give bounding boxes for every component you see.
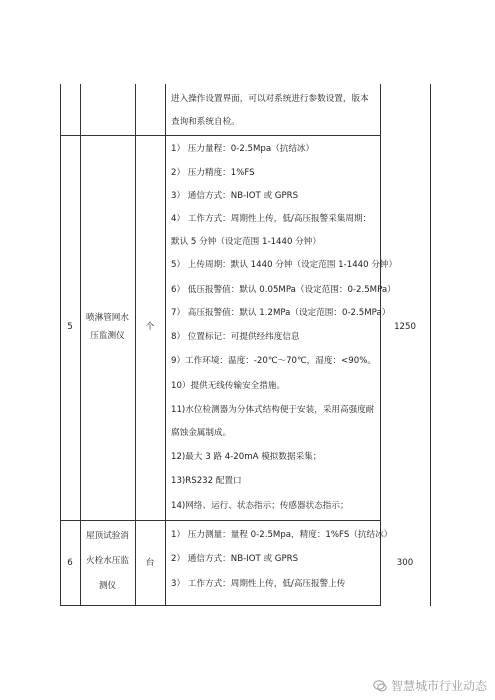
spec-line: 3） 通信方式：NB-IOT 或 GPRS <box>171 191 299 201</box>
unit-label: 台 <box>145 558 155 568</box>
unit-label: 个 <box>145 322 155 332</box>
spec-line: 10）提供无线传输安全措施。 <box>171 381 286 391</box>
item-name-line: 压监测仪 <box>90 331 125 341</box>
wechat-bubble-icon <box>373 679 387 693</box>
spec-line: 3） 工作方式：周期性上传，低/高压报警上传 <box>171 579 346 589</box>
spec-line: 5） 上传周期：默认 1440 分钟（设定范围 1-1440 分钟） <box>171 260 398 270</box>
spec-line: 11)水位检测器为分体式结构便于安装，采用高强度耐 <box>171 405 375 415</box>
table-rule <box>60 605 380 606</box>
watermark <box>373 677 487 694</box>
item-name-line: 喷淋管网水 <box>86 313 129 323</box>
item-name-line: 屋顶试验消 <box>86 531 129 541</box>
quantity: 300 <box>396 558 414 568</box>
spec-line: 2） 压力精度：1%FS <box>171 168 255 178</box>
spec-line: 腐蚀金属制成。 <box>171 428 232 438</box>
spec-line: 默认 5 分钟（设定范围 1-1440 分钟） <box>171 237 321 247</box>
table-rule <box>60 84 61 606</box>
spec-line: 9）工作环境：温度：-20℃～70℃，湿度：<90%。 <box>171 356 376 366</box>
row-number: 5 <box>67 322 73 332</box>
table-rule <box>60 520 380 521</box>
spec-line: 查询和系统自检。 <box>171 117 240 127</box>
spec-line: 2） 通信方式：NB-IOT 或 GPRS <box>171 554 299 564</box>
row-number: 6 <box>67 558 73 568</box>
spec-line: 13)RS232 配置口 <box>171 476 242 486</box>
spec-line: 12)最大 3 路 4-20mA 模拟数据采集； <box>171 452 322 462</box>
item-name-line: 火栓水压监 <box>86 556 129 566</box>
spec-line: 4） 工作方式：周期性上传，低/高压报警采集周期： <box>171 214 372 224</box>
table-rule <box>80 84 81 606</box>
spec-line: 1） 压力量程：0-2.5Mpa（抗结冰） <box>171 144 315 154</box>
spec-line: 8） 位置标记：可提供经纬度信息 <box>171 332 300 342</box>
table-rule <box>380 84 381 606</box>
table-rule <box>430 84 431 606</box>
spec-line: 14)网络、运行、状态指示；传感器状态指示； <box>171 501 349 511</box>
item-name-line: 测仪 <box>98 581 117 591</box>
table-rule <box>60 135 380 136</box>
spec-line: 7） 高压报警值：默认 1.2MPa（设定范围：0-2.5MPa） <box>171 308 391 318</box>
spec-line: 6） 低压报警值：默认 0.05MPa（设定范围：0-2.5MPa） <box>171 285 396 295</box>
watermark-text: 智慧城市行业动态 <box>390 679 487 693</box>
spec-line: 进入操作设置界面，可以对系统进行参数设置，版本 <box>171 94 369 104</box>
table-rule <box>165 84 166 606</box>
spec-line: 1） 压力测量：量程 0-2.5Mpa，精度：1%FS（抗结冰） <box>171 530 393 540</box>
table-rule <box>135 84 136 606</box>
quantity: 1250 <box>394 322 416 332</box>
